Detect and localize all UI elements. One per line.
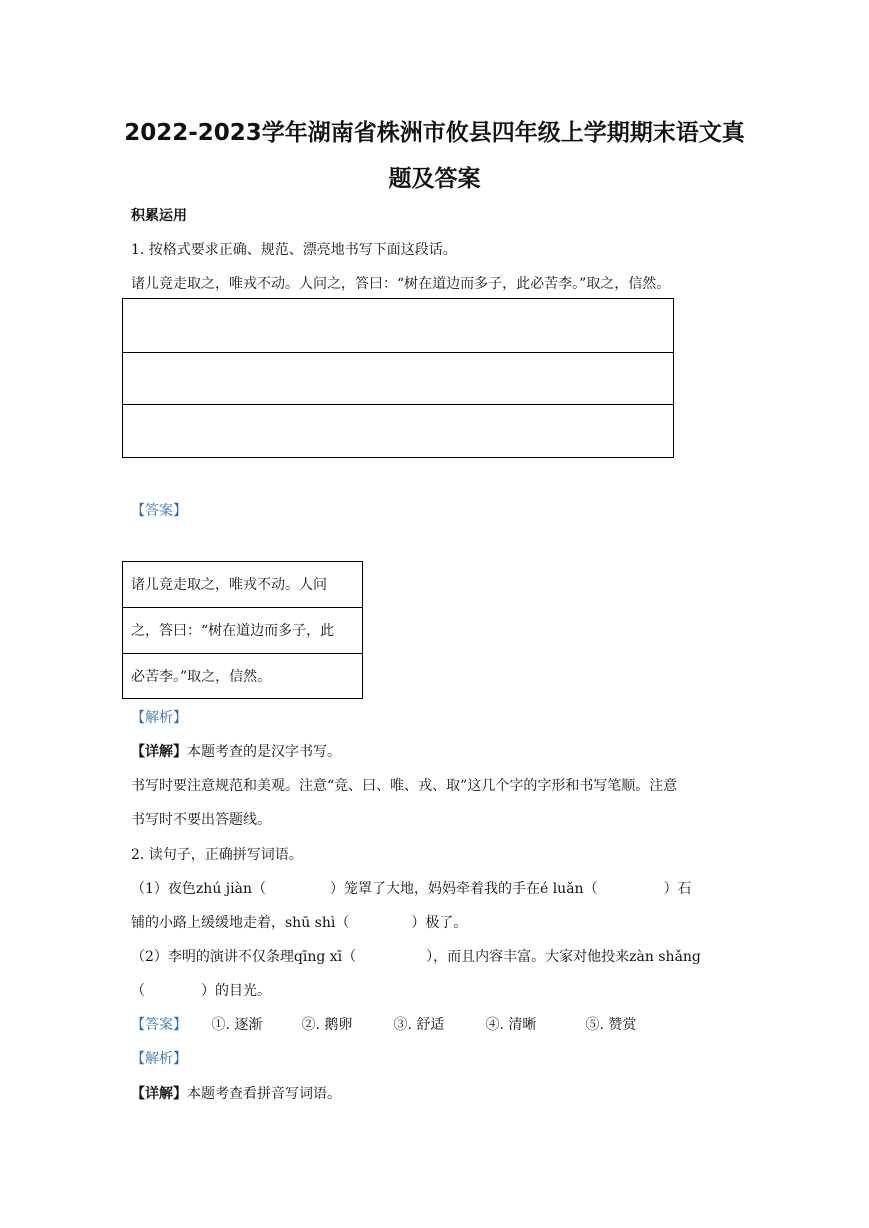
q1-detail [131, 741, 341, 761]
q2-sentence1-line1 [131, 878, 692, 898]
page-title-continued: 题及答案 [388, 166, 481, 192]
page-title: 2022-2023学年湖南省株洲市攸县四年级上学期期末语文真 [124, 120, 745, 146]
q2-answer-item: ④. 清晰 [485, 1017, 537, 1033]
writing-row[interactable] [123, 353, 673, 405]
sentence-text: ），而且内容丰富。大家对他投来 [426, 949, 630, 965]
pinyin: qīng xī [293, 949, 343, 965]
q1-explain-line2: 书写时不要出答题线。 [131, 812, 271, 828]
answer-row: 诸儿竞走取之，唯戎不动。人问 [123, 562, 362, 608]
section-heading: 积累运用 [131, 208, 187, 224]
q1-analysis-label: 【解析】 [131, 710, 187, 726]
q2-sentence2-line1 [131, 946, 701, 966]
q2-answer-item: ①. 逐渐 [211, 1017, 263, 1033]
pinyin: zhú jiàn [195, 881, 252, 897]
q2-answer-item: ⑤. 赞赏 [585, 1017, 637, 1033]
q1-explain-line1: 书写时要注意规范和美观。注意“竞、曰、唯、戎、取”这几个字的字形和书写笔顺。注意 [131, 778, 678, 794]
answer-row: 必苦李。”取之，信然。 [131, 669, 272, 685]
paren: （ [583, 881, 598, 897]
q1-answer-label: 【答案】 [131, 503, 187, 519]
q1-prompt: 1. 按格式要求正确、规范、漂亮地书写下面这段话。 [131, 242, 457, 258]
answer-grid [122, 561, 363, 699]
sentence-text: ）石 [663, 881, 692, 897]
q2-sentence2-line2 [131, 980, 271, 1000]
writing-row[interactable] [123, 299, 673, 353]
writing-grid[interactable] [122, 298, 674, 458]
q2-answer-label: 【答案】 [131, 1017, 187, 1033]
q2-answer-item: ②. 鹅卵 [301, 1017, 353, 1033]
sentence-text: ）极了。 [411, 915, 468, 931]
paren: （ [131, 983, 145, 999]
pinyin: é luǎn [539, 881, 584, 897]
q2-detail [131, 1083, 341, 1103]
paren: （ [342, 949, 357, 965]
sentence-text: ）的目光。 [201, 983, 271, 999]
q2-prompt: 2. 读句子，正确拼写词语。 [131, 847, 303, 863]
q2-sentence1-line2 [131, 912, 467, 932]
sentence-text: ）笼罩了大地，妈妈牵着我的手在 [329, 881, 540, 897]
q2-answer-item: ③. 舒适 [393, 1017, 445, 1033]
q2-detail-text: 本题考查看拼音写词语。 [187, 1086, 341, 1102]
pinyin: zàn shǎng [629, 949, 701, 965]
q2-answers [131, 1014, 665, 1034]
q1-passage: 诸儿竞走取之，唯戎不动。人问之，答曰：“树在道边而多子，此必苦李。”取之，信然。 [131, 276, 671, 292]
sentence-text: 铺的小路上缓缓地走着， [131, 915, 285, 931]
answer-row: 之，答曰：“树在道边而多子，此 [123, 608, 362, 654]
paren: （ [335, 915, 350, 931]
q2-detail-label: 【详解】 [131, 1086, 187, 1102]
q2-analysis-label: 【解析】 [131, 1051, 187, 1067]
pinyin: shū shì [285, 915, 336, 931]
sentence-text: （2）李明的演讲不仅条理 [131, 949, 294, 965]
paren: （ [251, 881, 266, 897]
sentence-text: （1）夜色 [131, 881, 196, 897]
q1-detail-text: 本题考查的是汉字书写。 [187, 744, 341, 760]
writing-row[interactable] [123, 405, 673, 457]
q1-detail-label: 【详解】 [131, 744, 187, 760]
